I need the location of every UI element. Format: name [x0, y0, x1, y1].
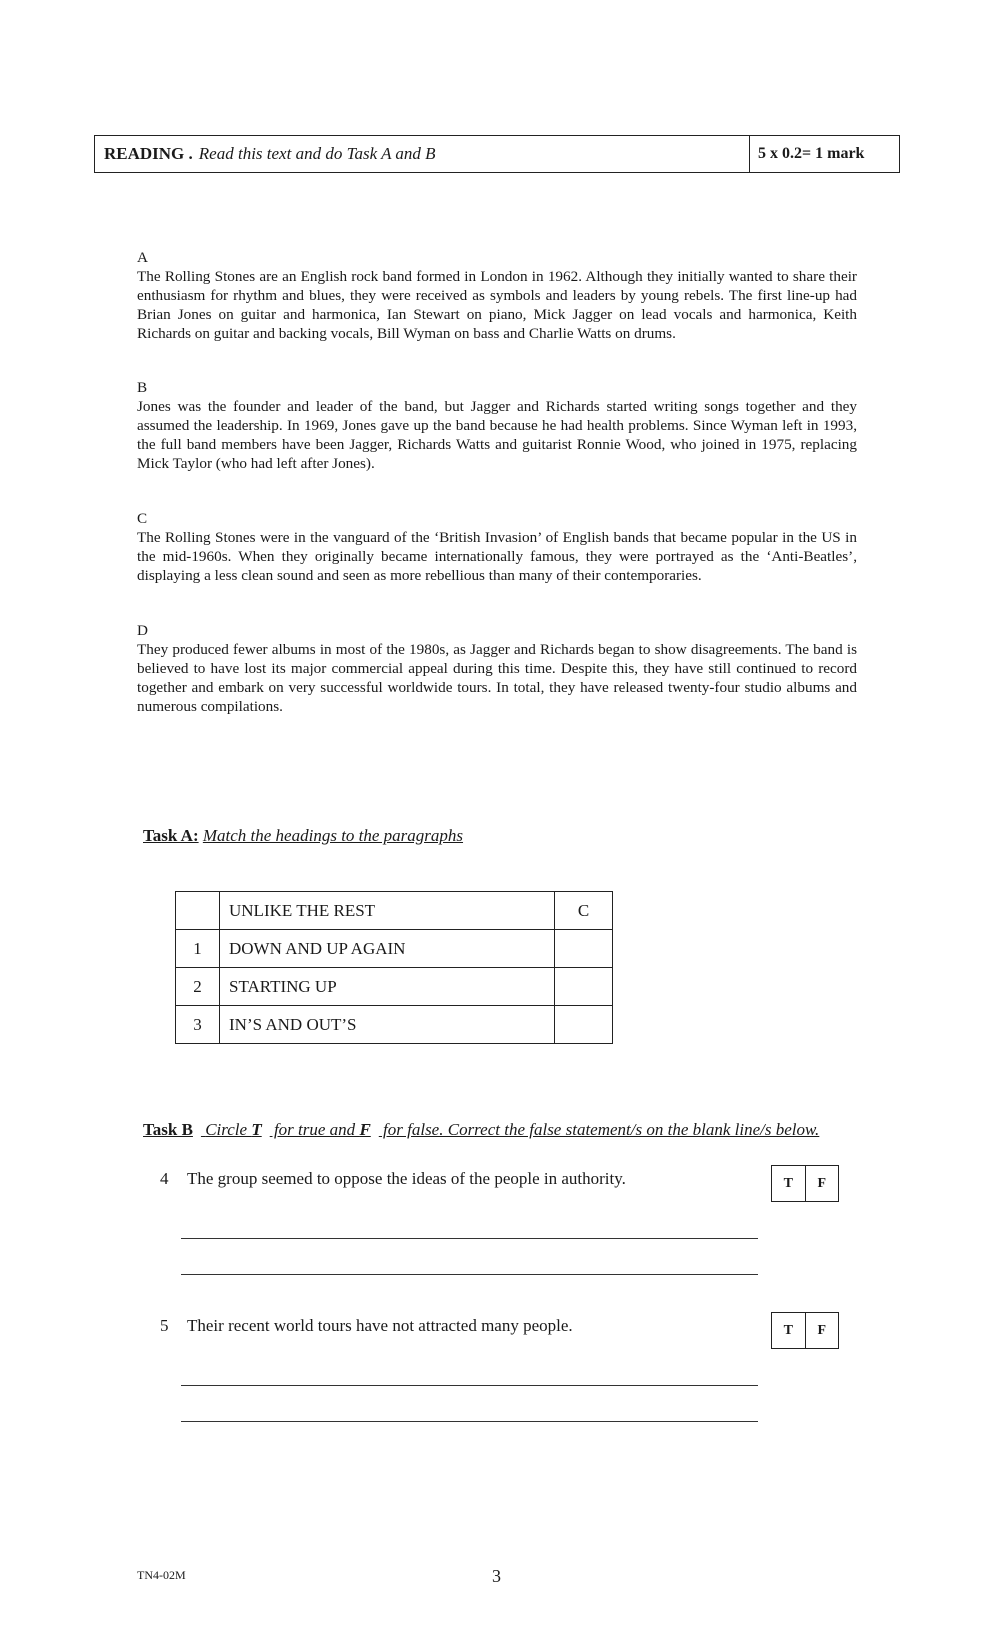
statement-number: 4 — [160, 1169, 169, 1188]
paragraph-text: They produced fewer albums in most of the 1980s, as Jagger and Richards began to show disagreements. The band is believed to have lost its major commercial appeal during this time. Despite this, they have still continued to record together and embark on very successful worldwide tours. In total, they have released twenty-four studio albums and numerous compilations. — [137, 641, 857, 715]
heading-cell: IN’S AND OUT’S — [220, 1006, 555, 1044]
true-option[interactable]: T — [783, 1322, 793, 1338]
section-header — [94, 135, 900, 173]
task-b-label: Task B — [143, 1120, 193, 1139]
document-code: TN4-02M — [137, 1568, 186, 1582]
table-row — [176, 968, 613, 1006]
false-option[interactable]: F — [805, 1166, 839, 1201]
matching-table — [175, 891, 613, 1044]
statement-4 — [160, 1169, 626, 1189]
paragraph-text: The Rolling Stones were in the vanguard of the ‘British Invasion’ of English bands that became popular in the US in the mid-1960s. When they originally became internationally famous, they were portrayed as the ‘Anti-Beatles’, displaying a less clean sound and seen as more rebellious than many of their contemporaries. — [137, 529, 857, 584]
false-option[interactable]: F — [805, 1313, 839, 1348]
answer-line[interactable] — [181, 1421, 758, 1422]
paragraph-letter: C — [137, 510, 148, 527]
statement-text: Their recent world tours have not attracted many people. — [187, 1316, 573, 1335]
marks-cell: 5 x 0.2= 1 mark — [749, 136, 899, 172]
paragraph-text: Jones was the founder and leader of the band, but Jagger and Richards started writing songs together and they assumed the leadership. In 1969, Jones gave up the band because he had health problems. Since Wyman left in 1993, the full band members have been Jagger, Richards Watts and guitarist Ronnie Wood, who joined in 1975, replacing Mick Taylor (who had left after Jones). — [137, 398, 857, 472]
table-row — [176, 1006, 613, 1044]
paragraph-d — [137, 621, 857, 716]
answer-line[interactable] — [181, 1238, 758, 1239]
table-row — [176, 930, 613, 968]
answer-line[interactable] — [181, 1274, 758, 1275]
answer-cell[interactable] — [555, 1006, 613, 1044]
row-number: 3 — [176, 1006, 220, 1044]
answer-line[interactable] — [181, 1385, 758, 1386]
task-b-instruction: Circle T for true and F for false. Correct the false statement/s on the blank line/s below. — [205, 1120, 820, 1139]
answer-cell[interactable]: C — [555, 892, 613, 930]
heading-cell: STARTING UP — [220, 968, 555, 1006]
true-option[interactable]: T — [783, 1175, 793, 1191]
true-false-box — [771, 1165, 839, 1202]
row-number — [176, 892, 220, 930]
statement-text: The group seemed to oppose the ideas of the people in authority. — [187, 1169, 626, 1188]
paragraph-c — [137, 509, 857, 585]
row-number: 1 — [176, 930, 220, 968]
heading-cell: DOWN AND UP AGAIN — [220, 930, 555, 968]
header-instruction-cell — [95, 136, 749, 172]
paragraph-letter: A — [137, 249, 148, 266]
section-instruction: Read this text and do Task A and B — [198, 144, 436, 163]
table-row — [176, 892, 613, 930]
row-number: 2 — [176, 968, 220, 1006]
statement-5 — [160, 1316, 573, 1336]
answer-cell[interactable] — [555, 930, 613, 968]
heading-cell: UNLIKE THE REST — [220, 892, 555, 930]
task-b-title — [143, 1120, 819, 1140]
task-a-instruction: Match the headings to the paragraphs — [202, 826, 464, 845]
paragraph-letter: D — [137, 622, 148, 639]
task-a-title — [143, 826, 463, 846]
true-false-box — [771, 1312, 839, 1349]
paragraph-text: The Rolling Stones are an English rock band formed in London in 1962. Although they initially wanted to share their enthusiasm for rhythm and blues, they were received as symbols and leaders by young rebels. The first line-up had Brian Jones on guitar and harmonica, Ian Stewart on piano, Mick Jagger on lead vocals and harmonica, Keith Richards on guitar and backing vocals, Bill Wyman on bass and Charlie Watts on drums. — [137, 268, 857, 342]
answer-cell[interactable] — [555, 968, 613, 1006]
paragraph-letter: B — [137, 379, 148, 396]
paragraph-b — [137, 378, 857, 473]
paragraph-a — [137, 248, 857, 343]
statement-number: 5 — [160, 1316, 169, 1335]
page-number: 3 — [492, 1566, 501, 1586]
section-label: READING . — [104, 144, 193, 163]
task-a-label: Task A: — [143, 826, 199, 845]
